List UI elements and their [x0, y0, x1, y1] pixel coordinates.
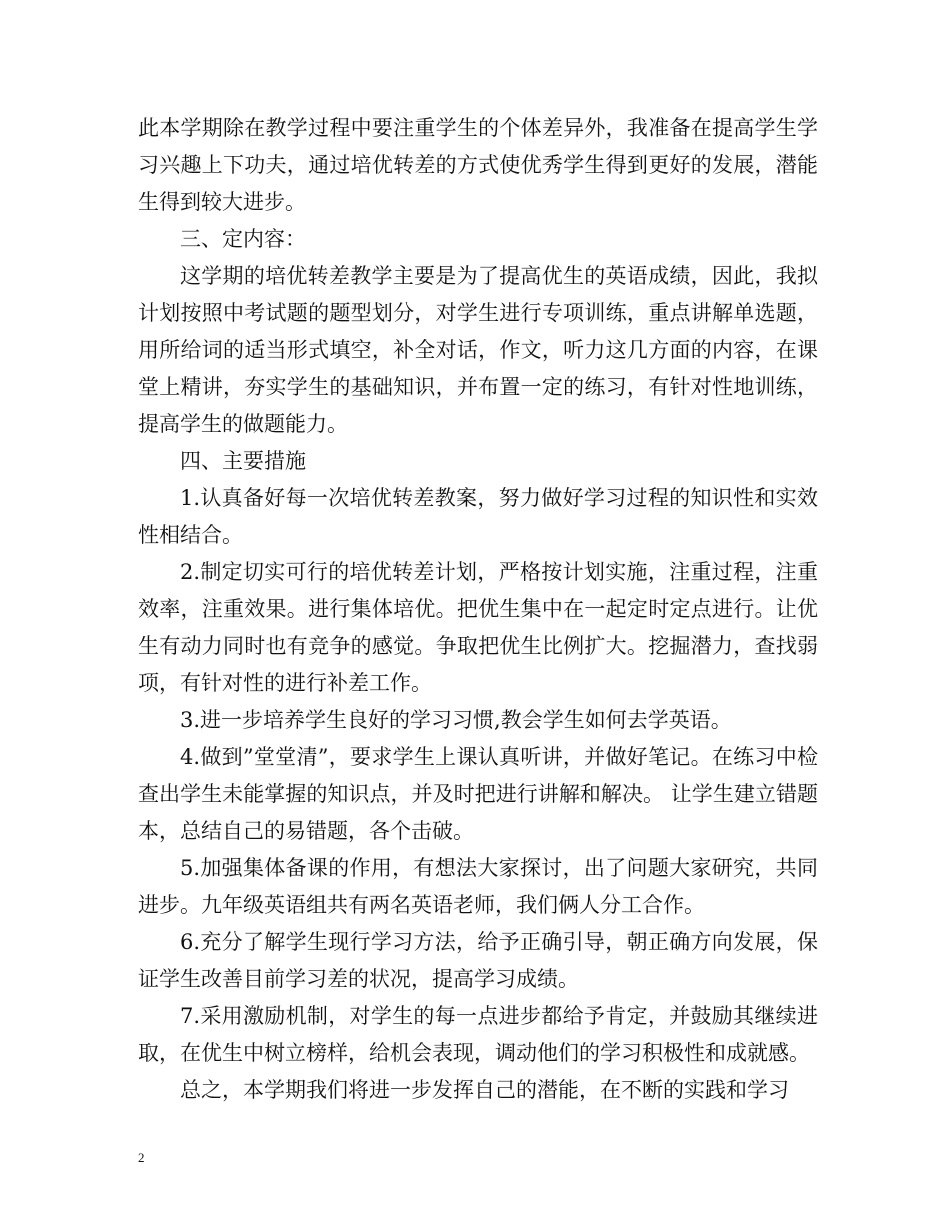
paragraph-intro-continued: 此本学期除在教学过程中要注重学生的个体差异外，我准备在提高学生学习兴趣上下功夫，通过培优转差的方式使优秀学生得到更好的发展，潜能生得到较大进步。 — [138, 116, 818, 214]
measure-item-3: 3.进一步培养学生良好的学习习惯,教会学生如何去学英语。 — [180, 708, 732, 732]
measure-item-4: 4.做到”堂堂清”，要求学生上课认真听讲，并做好笔记。在练习中检查出学生未能掌握的知识点，并及时把进行讲解和解决。 让学生建立错题本，总结自己的易错题，各个击破。 — [138, 745, 818, 843]
measure-item-7: 7.采用激励机制，对学生的每一点进步都给予肯定，并鼓励其继续进取，在优生中树立榜样，给机会表现，调动他们的学习积极性和成就感。 — [138, 1004, 818, 1065]
page-number: 2 — [138, 1150, 145, 1165]
measure-item-1: 1.认真备好每一次培优转差教案，努力做好学习过程的知识性和实效性相结合。 — [138, 486, 818, 547]
section-heading-measures: 四、主要措施 — [180, 449, 306, 473]
measure-item-2: 2.制定切实可行的培优转差计划，严格按计划实施，注重过程，注重效率，注重效果。进行集体培优。把优生集中在一起定时定点进行。让优生有动力同时也有竞争的感觉。争取把优生比例扩大。挖掘潜力，查找弱项，有针对性的进行补差工作。 — [138, 560, 818, 695]
measure-item-5: 5.加强集体备课的作用，有想法大家探讨，出了问题大家研究，共同进步。九年级英语组共有两名英语老师，我们俩人分工合作。 — [138, 856, 818, 917]
paragraph-conclusion: 总之，本学期我们将进一步发挥自己的潜能，在不断的实践和学习 — [180, 1078, 789, 1102]
document-body — [138, 110, 818, 1109]
paragraph-content: 这学期的培优转差教学主要是为了提高优生的英语成绩，因此，我拟计划按照中考试题的题型划分，对学生进行专项训练，重点讲解单选题，用所给词的适当形式填空，补全对话，作文，听力这几方面的内容，在课堂上精讲，夯实学生的基础知识，并布置一定的练习，有针对性地训练，提高学生的做题能力。 — [138, 264, 818, 436]
measure-item-6: 6.充分了解学生现行学习方法，给予正确引导，朝正确方向发展，保证学生改善目前学习差的状况，提高学习成绩。 — [138, 930, 818, 991]
section-heading-content: 三、定内容： — [180, 227, 306, 251]
